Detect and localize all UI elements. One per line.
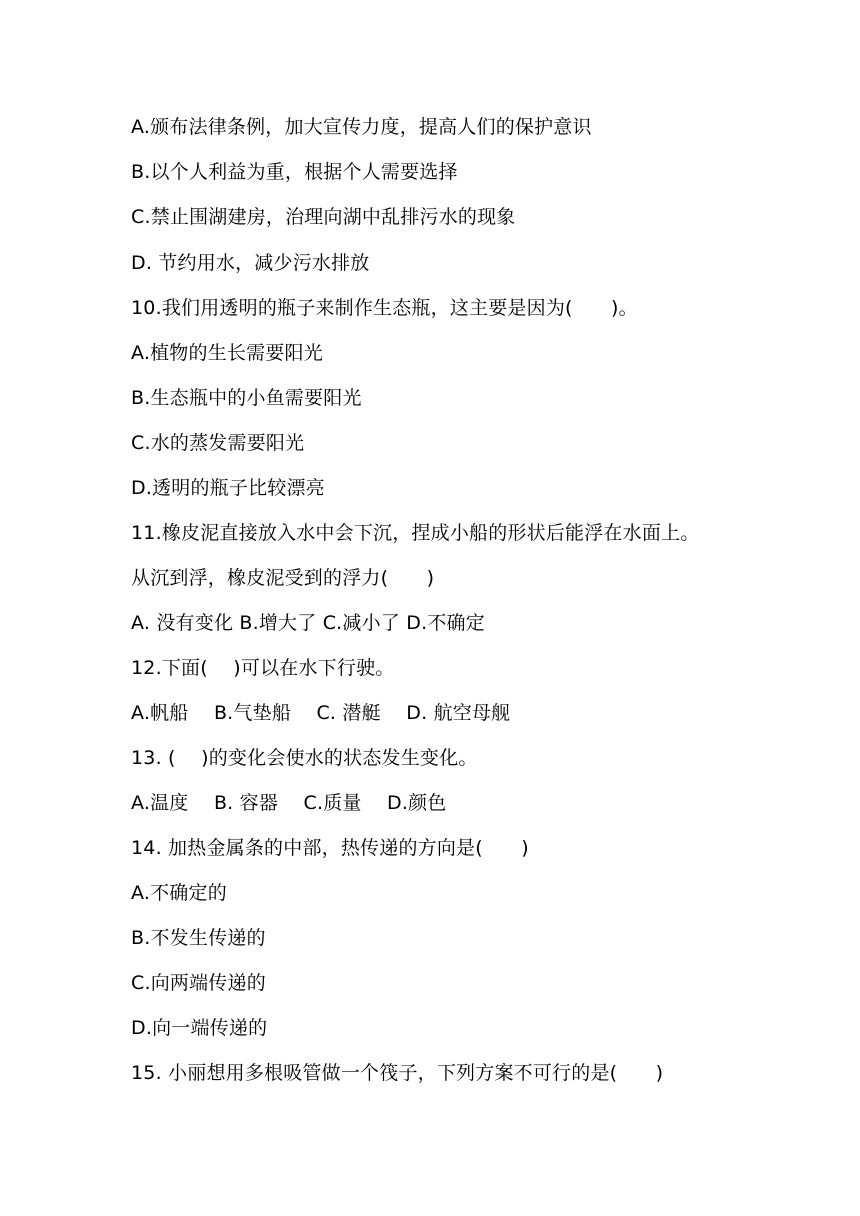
option-10b: B.生态瓶中的小鱼需要阳光 [131, 387, 362, 409]
option-9b: B.以个人利益为重，根据个人需要选择 [131, 161, 458, 183]
question-11-line-1: 11.橡皮泥直接放入水中会下沉，捏成小船的形状后能浮在水面上。 [131, 522, 700, 544]
option-14b: B.不发生传递的 [131, 927, 266, 949]
question-11-line-2: 从沉到浮，橡皮泥受到的浮力( ) [131, 567, 435, 589]
option-14c: C.向两端传递的 [131, 972, 266, 994]
option-14a: A.不确定的 [131, 882, 227, 904]
options-12: A.帆船 B.气垫船 C. 潜艇 D. 航空母舰 [131, 702, 511, 724]
option-9d: D. 节约用水，减少污水排放 [131, 252, 370, 274]
question-14: 14. 加热金属条的中部，热传递的方向是( ) [131, 837, 529, 859]
question-10: 10.我们用透明的瓶子来制作生态瓶，这主要是因为( )。 [131, 297, 638, 319]
question-15: 15. 小丽想用多根吸管做一个筏子，下列方案不可行的是( ) [131, 1062, 664, 1084]
option-9c: C.禁止围湖建房，治理向湖中乱排污水的现象 [131, 206, 516, 228]
options-11: A. 没有变化 B.增大了 C.减小了 D.不确定 [131, 612, 485, 634]
question-13: 13. ( )的变化会使水的状态发生变化。 [131, 747, 478, 769]
option-10a: A.植物的生长需要阳光 [131, 342, 323, 364]
option-10d: D.透明的瓶子比较漂亮 [131, 477, 325, 499]
options-13: A.温度 B. 容器 C.质量 D.颜色 [131, 792, 447, 814]
question-12: 12.下面( )可以在水下行驶。 [131, 657, 395, 679]
option-10c: C.水的蒸发需要阳光 [131, 432, 305, 454]
option-9a: A.颁布法律条例，加大宣传力度，提高人们的保护意识 [131, 116, 592, 138]
option-14d: D.向一端传递的 [131, 1017, 268, 1039]
